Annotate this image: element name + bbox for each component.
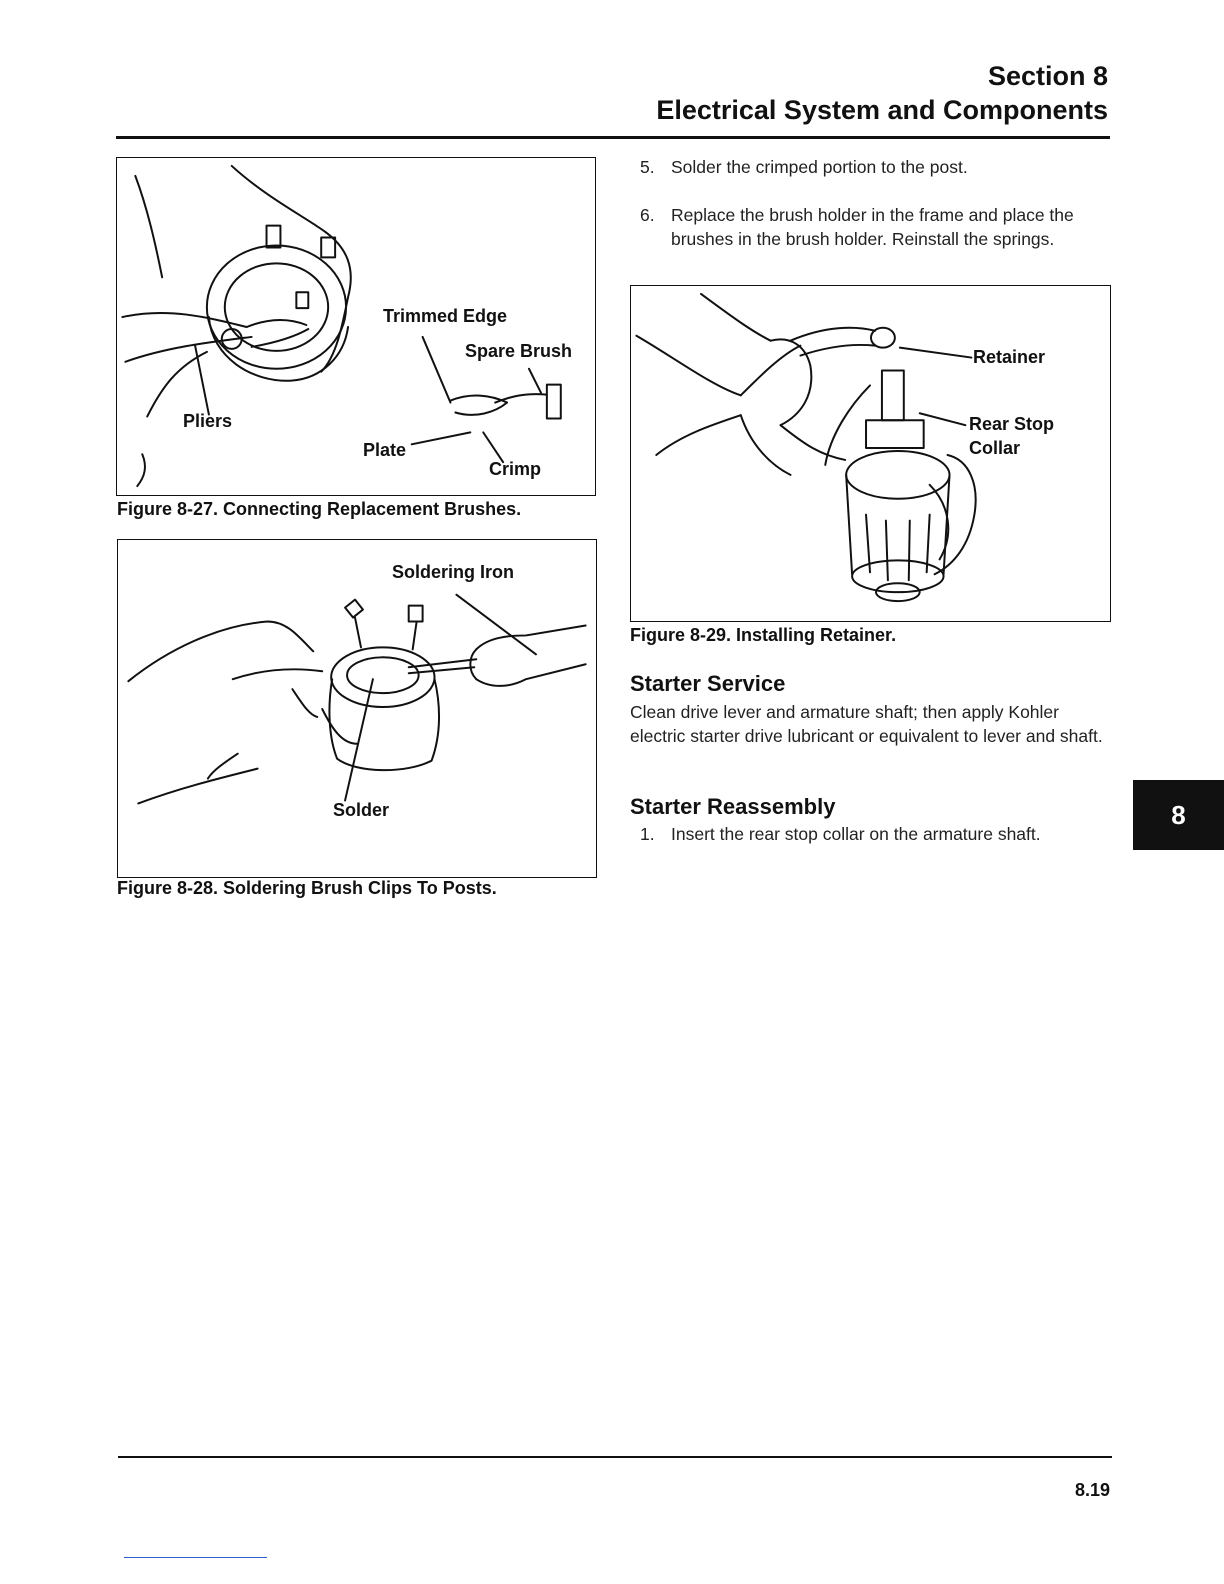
figure-8-27 (116, 157, 596, 496)
label-spare-brush: Spare Brush (465, 341, 573, 361)
section-tab: 8 (1133, 780, 1224, 850)
label-retainer: Retainer (973, 347, 1046, 367)
figure-8-29 (630, 285, 1111, 622)
header-rule (116, 136, 1110, 139)
label-solder: Solder (333, 800, 390, 820)
figure-8-29-caption: Figure 8-29. Installing Retainer. (630, 625, 897, 645)
figure-8-27-caption: Figure 8-27. Connecting Replacement Brushes. (117, 499, 522, 519)
label-collar: Collar (969, 438, 1021, 458)
starter-service-heading: Starter Service (630, 671, 786, 696)
figure-8-27-illustration (117, 158, 595, 495)
figure-8-29-illustration (631, 286, 1110, 621)
step-5 (640, 155, 1110, 179)
page-number: 8.19 (1074, 1480, 1110, 1500)
section-title: Electrical System and Components (656, 95, 1108, 125)
step-6 (640, 203, 1100, 251)
reassembly-step-1 (640, 822, 1110, 846)
figure-8-28-caption: Figure 8-28. Soldering Brush Clips To Posts. (117, 878, 497, 898)
step-5-number: 5. (640, 157, 655, 177)
label-pliers: Pliers (183, 411, 233, 431)
figure-8-28 (117, 539, 597, 878)
label-crimp: Crimp (489, 459, 542, 479)
reassembly-step-1-number: 1. (640, 824, 655, 844)
starter-service-text: Clean drive lever and armature shaft; then apply Kohler electric starter drive lubricant or equivalent to lever and shaft. (630, 702, 1103, 746)
step-6-text: Replace the brush holder in the frame and place the brushes in the brush holder. Reinstall the springs. (671, 205, 1074, 249)
label-trimmed-edge: Trimmed Edge (383, 306, 508, 326)
bottom-blue-line (124, 1557, 267, 1558)
reassembly-step-1-text: Insert the rear stop collar on the armature shaft. (671, 824, 1041, 844)
starter-reassembly-heading: Starter Reassembly (630, 794, 836, 819)
label-plate: Plate (363, 440, 407, 460)
step-5-text: Solder the crimped portion to the post. (671, 157, 968, 177)
label-rear-stop: Rear Stop (969, 414, 1055, 434)
footer-rule (118, 1456, 1112, 1458)
step-6-number: 6. (640, 205, 655, 225)
section-number: Section 8 (987, 61, 1108, 91)
label-soldering-iron: Soldering Iron (392, 562, 515, 582)
figure-8-28-illustration (118, 540, 596, 877)
